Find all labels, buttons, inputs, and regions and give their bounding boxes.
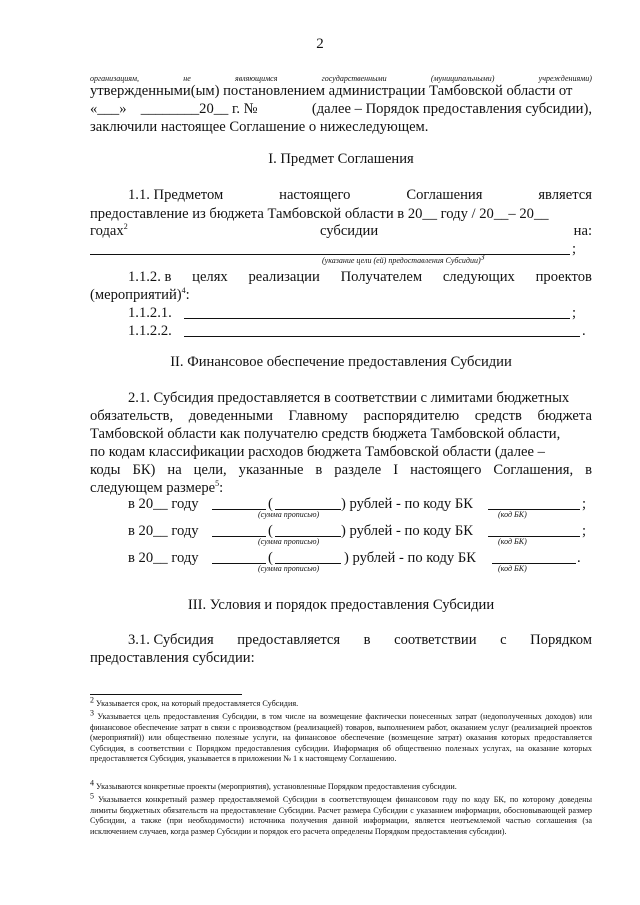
word: 1.1.2. в (128, 269, 172, 285)
footnote-text: Указывается конкретный размер предоставляемой Субсидии в соответствующем финансовом году по коду БК, по которому доведены лимиты бюджетных обязательств на предоставление Субсидии. Расчет размера Субсидии с указанием информации, обосновывающей размер Субсидии, а также (при необходимости) источника получения данной информации, является неотъемлемой частью соглашения (за исключением случаев, когда размер Субсидии и порядок его расчета определены Порядком предоставления субсидии). (90, 795, 593, 836)
word: проектов (535, 269, 592, 285)
footnote-text: Указывается цель предоставления Субсидии, в том числе на возмещение фактически понесенных затрат (недополученных доходов) или финансовое обеспечение затрат в связи с производством (реализацией) товаров, выполнением работ, оказанием услуг (реализацией проектов (мероприятий)) или общественно полезные услуги, на финансовое обеспечение (возмещение затрат) оказания которых предоставляется Субсидия, в соответствии с Порядком предоставления субсидии. Информация об общественно полезных услугах, на оказание которых предоставляется Субсидия, указывается в приложении № 1 к настоящему Соглашению. (90, 712, 592, 764)
section-1-p2-line-2 (90, 286, 592, 304)
section-2-p-line-4: по кодам классификации расходов бюджета Тамбовской области (далее – (90, 444, 545, 460)
rubles-kbk-text: ) рублей - по коду БК (341, 523, 473, 539)
section-1-p1-row (128, 186, 592, 204)
section-2-p-line-1: 2.1. Субсидия предоставляется в соответствии с лимитами бюджетных (128, 390, 570, 406)
paren-open: ( (268, 550, 273, 566)
intro-line-1: утвержденными(ым) постановлением администрации Тамбовской области от (90, 83, 573, 99)
word: целях (192, 269, 228, 285)
events-word: (мероприятий) (90, 287, 182, 303)
subsidy-word: субсидии (320, 223, 379, 239)
word: с (500, 632, 507, 648)
for-word: на: (573, 223, 592, 239)
word: в (363, 632, 371, 648)
word: Порядком (530, 632, 592, 648)
word: в (315, 462, 323, 478)
intro-line-2 (90, 100, 592, 118)
footnote-5 (90, 791, 593, 837)
section-1-p2-row (128, 268, 592, 286)
section-1-p1-line-2: предоставление из бюджета Тамбовской области в 20__ году / 20__– 20__ (90, 206, 549, 222)
section-2-p-line-3: Тамбовской области как получателю средств бюджета Тамбовской области, (90, 426, 561, 442)
section-1-title: I. Предмет Соглашения (268, 151, 414, 167)
footnote-separator (90, 694, 242, 695)
footnote-num: 3 (90, 708, 94, 718)
org-word: государственными (321, 74, 387, 83)
word: цели, (193, 462, 227, 478)
word: распорядителю (363, 408, 460, 424)
sum-caption: (сумма прописью) (258, 564, 320, 573)
paren-open: ( (268, 496, 273, 512)
item-2-end: . (582, 323, 586, 339)
order-reference: (далее – Порядок предоставления субсидии), (311, 101, 592, 117)
section-3-p-line-2: предоставления субсидии: (90, 650, 255, 666)
caption-text: (указание цели (ей) предоставления Субсидии) (322, 256, 481, 265)
section-2-title: II. Финансовое обеспечение предоставления Субсидии (170, 354, 512, 370)
word: Соглашения, (493, 462, 574, 478)
row-end: . (577, 550, 581, 566)
purpose-blank-line[interactable] (90, 254, 570, 255)
paren-open: ( (268, 523, 273, 539)
footnote-3 (90, 708, 592, 765)
footnote-4 (90, 778, 592, 793)
footnote-ref: 5 (215, 479, 220, 489)
footnote-num: 5 (90, 791, 94, 801)
section-2-p-line-5 (90, 461, 592, 479)
year-label: в 20__ году (128, 496, 199, 512)
item-2-blank-line[interactable] (184, 336, 580, 337)
purpose-caption (322, 252, 485, 265)
org-word: не (183, 74, 191, 83)
word: доведенными (188, 408, 273, 424)
colon: : (219, 480, 224, 496)
sum-caption: (сумма прописью) (258, 510, 320, 519)
item-1-end: ; (572, 305, 577, 321)
footnote-ref: 2 (123, 222, 128, 232)
word: настоящего (279, 187, 351, 203)
purpose-end: ; (572, 241, 577, 257)
kbk-caption: (код БК) (498, 564, 527, 573)
footnote-num: 4 (90, 778, 94, 788)
word: бюджета (537, 408, 592, 424)
word: соответствии (394, 632, 477, 648)
footnote-ref: 3 (480, 252, 485, 262)
section-3-title: III. Условия и порядок предоставления Субсидии (187, 597, 495, 613)
year-label: в 20__ году (128, 523, 199, 539)
word: Главному (288, 408, 348, 424)
word: следующих (442, 269, 515, 285)
colon: : (185, 287, 190, 303)
footnote-text: Указывается срок, на который предоставляется Субсидия. (96, 699, 299, 708)
word: обязательств, (90, 408, 174, 424)
size-word: следующем размере (90, 480, 216, 496)
word: предоставляется (237, 632, 341, 648)
rubles-kbk-text: ) рублей - по коду БК (341, 496, 473, 512)
word: БК) (132, 462, 156, 478)
kbk-caption: (код БК) (498, 537, 527, 546)
word: Соглашения (406, 187, 483, 203)
word: Получателем (340, 269, 423, 285)
word: является (538, 187, 592, 203)
word: I (393, 462, 399, 478)
item-1-label: 1.1.2.1. (128, 305, 172, 321)
org-word: организациям, (90, 74, 140, 83)
word: в (585, 462, 592, 478)
item-1-blank-line[interactable] (184, 318, 570, 319)
date-number-placeholder: ________20__ г. № (140, 101, 258, 117)
years-word: годах (90, 223, 124, 239)
sum-caption: (сумма прописью) (258, 537, 320, 546)
org-word: учреждениями) (538, 74, 592, 83)
footnote-2 (90, 695, 592, 710)
section-2-p-line-2 (90, 407, 592, 425)
year-label: в 20__ году (128, 550, 199, 566)
word: коды (90, 462, 121, 478)
footnote-num: 2 (90, 695, 94, 705)
item-2-label: 1.1.2.2. (128, 323, 172, 339)
org-word: являющимся (234, 74, 278, 83)
word: 3.1. Субсидия (128, 632, 214, 648)
page-number: 2 (316, 36, 324, 52)
word: 1.1. Предметом (128, 187, 224, 203)
word: реализации (248, 269, 320, 285)
footnote-ref: 4 (181, 286, 186, 296)
row-end: ; (582, 523, 587, 539)
section-1-p1-line-3 (90, 222, 592, 240)
intro-line-3: заключили настоящее Соглашение о нижеследующем. (90, 119, 429, 135)
rubles-kbk-text: ) рублей - по коду БК (344, 550, 476, 566)
word: средств (474, 408, 522, 424)
word: разделе (334, 462, 382, 478)
section-3-p-row (128, 631, 592, 649)
word: настоящего (410, 462, 482, 478)
footnote-text: Указываются конкретные проекты (мероприятия), установленные Порядком предоставления субсидии. (96, 782, 457, 791)
kbk-caption: (код БК) (498, 510, 527, 519)
word: на (167, 462, 182, 478)
org-word: (муниципальными) (430, 74, 495, 83)
word: указанные (238, 462, 304, 478)
row-end: ; (582, 496, 587, 512)
date-placeholder: «___» (90, 101, 127, 117)
